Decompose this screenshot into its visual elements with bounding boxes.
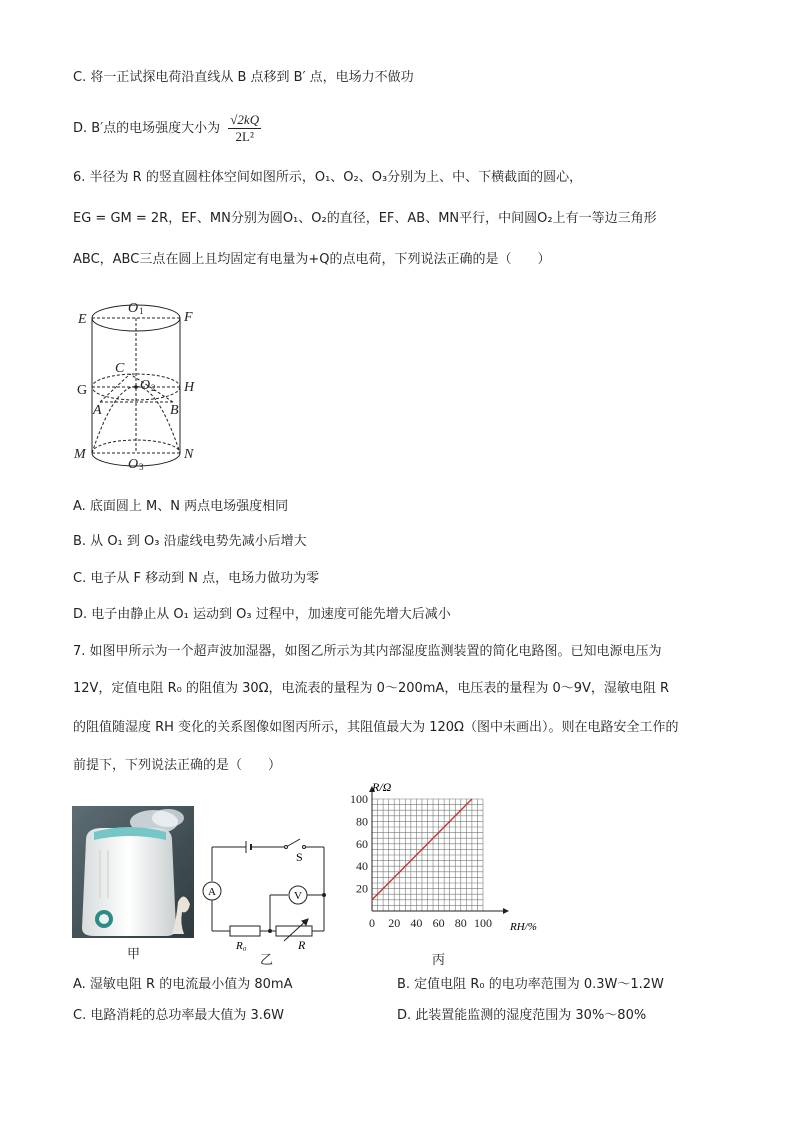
label-g: G	[77, 383, 88, 398]
q7-stem-line4: 前提下，下列说法正确的是（ ）	[73, 758, 282, 773]
caption-jia: 甲	[127, 947, 141, 962]
q6-stem-line3: ABC，ABC三点在圆上且均固定有电量为+Q的点电荷，下列说法正确的是（ ）	[73, 252, 551, 267]
x-tick-label: 40	[410, 916, 423, 930]
chart-axes	[369, 786, 509, 914]
q6-stem-line1: 6. 半径为 R 的竖直圆柱体空间如图所示，O₁、O₂、O₃分别为上、中、下横截面的圆心，	[73, 170, 583, 185]
x-tick-label: 100	[474, 916, 492, 930]
x-tick-label: 0	[369, 916, 375, 930]
q6-option-a: A. 底面圆上 M、N 两点电场强度相同	[73, 499, 289, 514]
q5-option-d	[73, 112, 261, 145]
cylinder-figure	[70, 290, 210, 475]
label-a: A	[93, 403, 102, 418]
label-n: N	[184, 447, 194, 462]
y-tick-label: 100	[350, 792, 368, 806]
q7-stem-line2: 12V，定值电阻 R₀ 的阻值为 30Ω，电流表的量程为 0～200mA，电压表的量程为 0～9V，湿敏电阻 R	[73, 681, 670, 696]
chart-grid	[372, 799, 483, 911]
q5-option-c: C. 将一正试探电荷沿直线从 B 点移到 B′ 点，电场力不做功	[73, 70, 414, 85]
q7-option-d: D. 此装置能监测的湿度范围为 30%～80%	[397, 1008, 647, 1023]
label-o3-sub: 3	[139, 462, 144, 472]
q6-option-c: C. 电子从 F 移动到 N 点，电场力做功为零	[73, 571, 320, 586]
x-axis-arrow	[503, 908, 509, 914]
voltmeter-label: V	[294, 890, 302, 902]
q5-option-d-text: D. B′点的电场强度大小为	[73, 121, 221, 136]
circuit-diagram	[200, 833, 332, 952]
q7-stem-line1: 7. 如图甲所示为一个超声波加湿器，如图乙所示为其内部湿度监测装置的简化电路图。已知电源电压为	[73, 644, 662, 659]
label-h: H	[184, 380, 195, 395]
label-m: M	[74, 447, 86, 462]
label-f: F	[184, 310, 193, 325]
q6-option-b: B. 从 O₁ 到 O₃ 沿虚线电势先减小后增大	[73, 534, 307, 549]
y-tick-label: 80	[356, 814, 368, 829]
r0-label: R₀	[236, 940, 247, 952]
ammeter-label: A	[208, 886, 216, 898]
q6-stem-line2: EG = GM = 2R，EF、MN分别为圆O₁、O₂的直径，EF、AB、MN平行，中间圆O₂上有一等边三角形	[73, 211, 657, 226]
label-o1: O	[128, 301, 139, 316]
q7-option-a: A. 湿敏电阻 R 的电流最小值为 80mA	[73, 977, 293, 992]
q7-option-c: C. 电路消耗的总功率最大值为 3.6W	[73, 1008, 285, 1023]
caption-yi: 乙	[260, 953, 274, 968]
humidifier-image	[72, 806, 194, 938]
q5-option-d-fraction	[228, 112, 261, 145]
label-o2-sub: 2	[151, 383, 156, 393]
chart-ylabel: R/Ω	[372, 780, 392, 794]
switch-label: S	[296, 850, 303, 864]
fraction-numerator: √2kQ	[230, 112, 260, 127]
label-o3: O	[128, 457, 139, 472]
label-e: E	[78, 312, 87, 327]
chart-xlabel: RH/%	[510, 921, 537, 933]
q7-stem-line3: 的阻值随湿度 RH 变化的关系图像如图丙所示，其阻值最大为 120Ω（图中未画出）。则在电路安全工作的	[73, 720, 679, 735]
q6-option-d: D. 电子由静止从 O₁ 运动到 O₃ 过程中，加速度可能先增大后减小	[73, 607, 451, 622]
label-o1-sub: 1	[139, 306, 144, 316]
label-c: C	[115, 361, 125, 376]
chart-ticks	[350, 792, 492, 930]
resistance-humidity-chart	[340, 778, 550, 946]
fraction-denominator: 2L²	[235, 129, 254, 144]
y-tick-label: 20	[356, 881, 368, 896]
x-tick-label: 20	[388, 916, 401, 930]
r-label: R	[298, 938, 306, 952]
q7-option-b: B. 定值电阻 R₀ 的电功率范围为 0.3W～1.2W	[397, 977, 664, 992]
caption-bing: 丙	[432, 953, 446, 968]
x-tick-label: 80	[454, 916, 467, 930]
x-tick-label: 60	[432, 916, 445, 930]
label-b: B	[170, 403, 179, 418]
y-tick-label: 60	[356, 836, 368, 851]
label-o2: O	[140, 378, 151, 393]
y-tick-label: 40	[356, 859, 368, 874]
